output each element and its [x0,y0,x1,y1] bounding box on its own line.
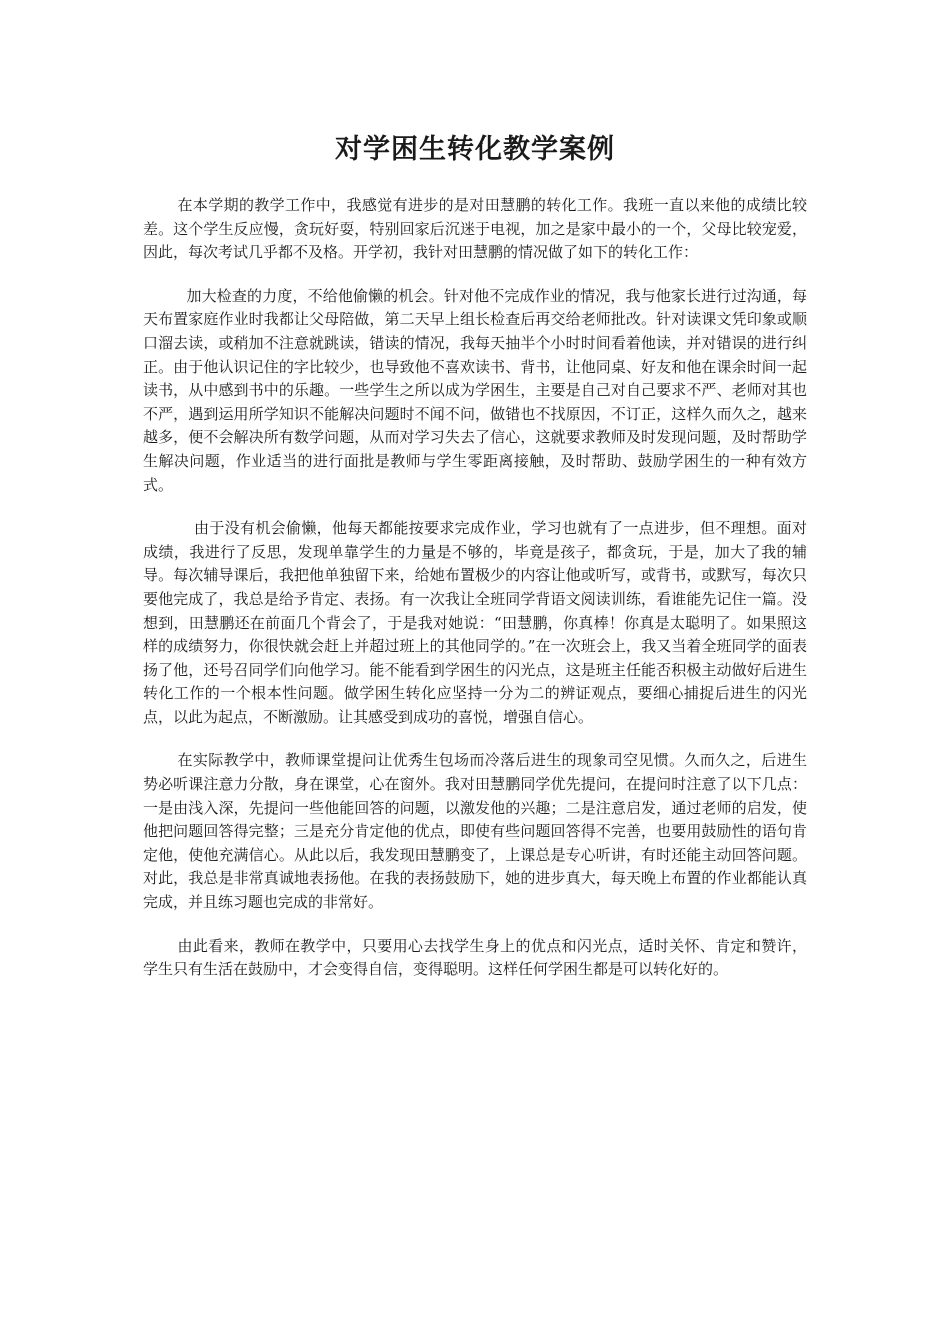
paragraph-intro: 在本学期的教学工作中，我感觉有进步的是对田慧鹏的转化工作。我班一直以来他的成绩比较差。这个学生反应慢，贪玩好耍，特别回家后沉迷于电视，加之是家中最小的一个，父母比较宠爱，因此，每次考试几乎都不及格。开学初，我针对田慧鹏的情况做了如下的转化工作： [143,196,807,262]
document-body [143,194,807,1002]
paragraph-inspection: 加大检查的力度，不给他偷懒的机会。针对他不完成作业的情况，我与他家长进行过沟通，每天布置家庭作业时我都让父母陪做，第二天早上组长检查后再交给老师批改。针对读课文凭印象或顺口溜去读，或稍加不注意就跳读，错读的情况，我每天抽半个小时时间看着他读，并对错误的进行纠正。由于他认识记住的字比较少，也导致他不喜欢读书、背书，让他同桌、好友和他在课余时间一起读书，从中感到书中的乐趣。一些学生之所以成为学困生，主要是自己对自己要求不严、老师对其也不严，遇到运用所学知识不能解决问题时不闻不问，做错也不找原因，不订正，这样久而久之，越来越多，便不会解决所有数学问题，从而对学习失去了信心，这就要求教师及时发现问题，及时帮助学生解决问题，作业适当的进行面批是教师与学生零距离接触，及时帮助、鼓励学困生的一种有效方式。 [143,286,807,494]
paragraph-progress: 由于没有机会偷懒，他每天都能按要求完成作业，学习也就有了一点进步，但不理想。面对成绩，我进行了反思，发现单靠学生的力量是不够的，毕竟是孩子，都贪玩，于是，加大了我的辅导。每次辅导课后，我把他单独留下来，给她布置极少的内容让他或听写，或背书，或默写，每次只要他完成了，我总是给予肯定、表扬。有一次我让全班同学背语文阅读训练，看谁能先记住一篇。没想到，田慧鹏还在前面几个背会了，于是我对她说：“田慧鹏，你真棒！你真是太聪明了。如果照这样的成绩努力，你很快就会赶上并超过班上的其他同学的。”在一次班会上，我又当着全班同学的面表扬了他，还号召同学们向他学习。能不能看到学困生的闪光点，这是班主任能否积极主动做好后进生转化工作的一个根本性问题。做学困生转化应坚持一分为二的辨证观点，要细心捕捉后进生的闪光点，以此为起点，不断激励。让其感受到成功的喜悦，增强自信心。 [143,519,807,726]
document-title: 对学困生转化教学案例 [335,134,615,165]
paragraph-classroom-questions: 在实际教学中，教师课堂提问让优秀生包场而冷落后进生的现象司空见惯。久而久之，后进生势必听课注意力分散，身在课堂，心在窗外。我对田慧鹏同学优先提问，在提问时注意了以下几点：一是由浅入深，先提问一些他能回答的问题，以激发他的兴趣；二是注意启发，通过老师的启发，使他把问题回答得完整；三是充分肯定他的优点，即使有些问题回答得不完善，也要用鼓励性的语句肯定他，使他充满信心。从此以后，我发现田慧鹏变了，上课总是专心听讲，有时还能主动回答问题。对此，我总是非常真诚地表扬他。在我的表扬鼓励下，她的进步真大，每天晚上布置的作业都能认真完成，并且练习题也完成的非常好。 [143,751,807,912]
paragraph-conclusion: 由此看来，教师在教学中，只要用心去找学生身上的优点和闪光点，适时关怀、肯定和赞许，学生只有生活在鼓励中，才会变得自信，变得聪明。这样任何学困生都是可以转化好的。 [143,936,807,979]
